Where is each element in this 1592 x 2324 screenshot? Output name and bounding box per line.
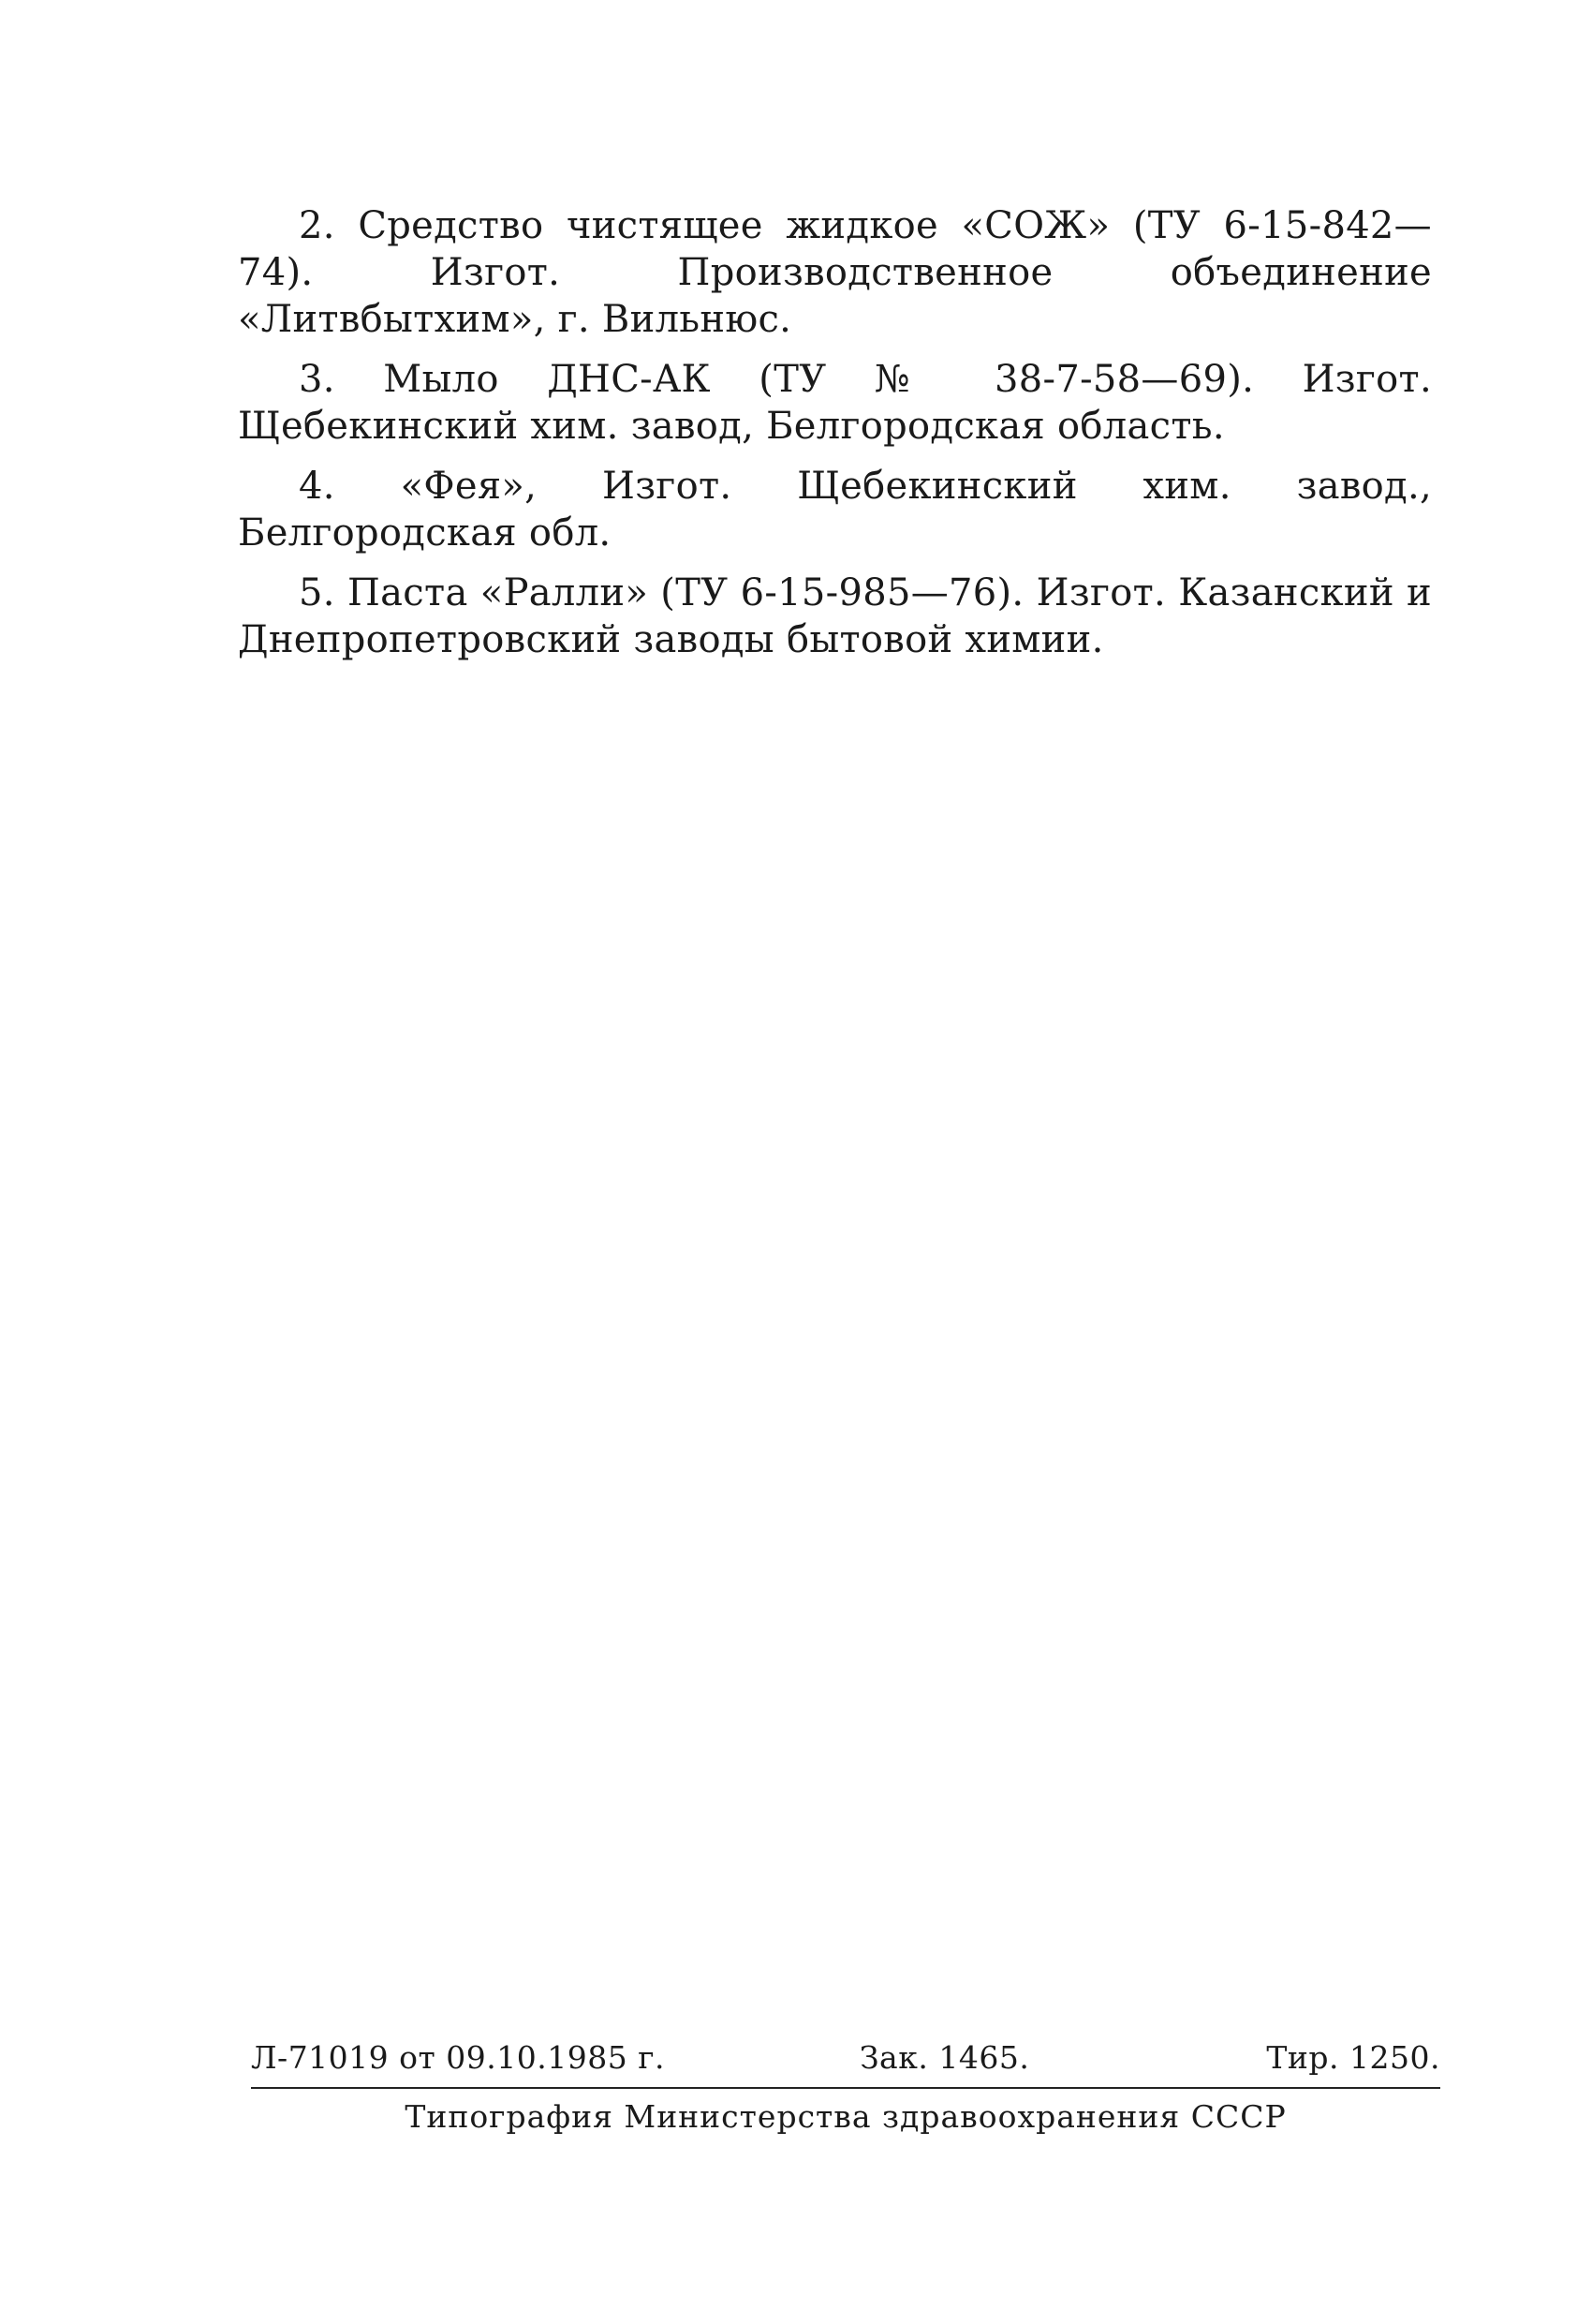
imprint-row bbox=[251, 2035, 1440, 2081]
list-item: 4. «Фея», Изгот. Щебекинский хим. завод., Белгородская обл. bbox=[238, 465, 1432, 555]
order-number: Зак. 1465. bbox=[860, 2039, 1030, 2076]
document-body bbox=[238, 202, 1432, 676]
list-item: 5. Паста «Ралли» (ТУ 6-15-985—76). Изгот. Казанский и Днепропетровский заводы бытовой химии. bbox=[238, 571, 1432, 661]
print-run: Тир. 1250. bbox=[1266, 2039, 1440, 2076]
imprint-footer bbox=[251, 2035, 1440, 2135]
list-item: 3. Мыло ДНС-АК (ТУ № 38-7-58—69). Изгот. Щебекинский хим. завод, Белгородская область. bbox=[238, 358, 1432, 448]
printer-name: Типография Министерства здравоохранения СССР bbox=[405, 2098, 1287, 2135]
license-number: Л-71019 от 09.10.1985 г. bbox=[251, 2039, 665, 2076]
list-item: 2. Средство чистящее жидкое «СОЖ» (ТУ 6-15-842—74). Изгот. Производственное объединение «Литвбытхим», г. Вильнюс. bbox=[238, 204, 1432, 341]
footer-divider bbox=[251, 2087, 1440, 2089]
